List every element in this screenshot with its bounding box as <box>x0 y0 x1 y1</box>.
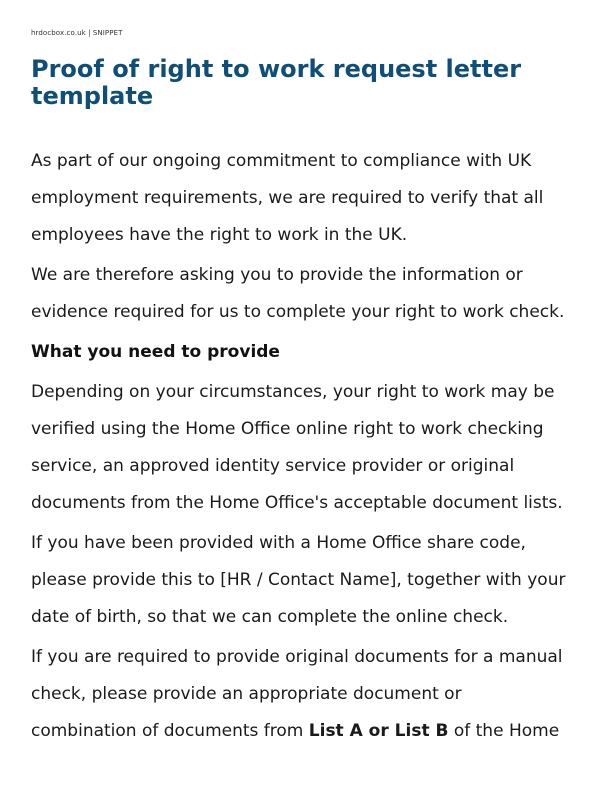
paragraph-verification-methods: Depending on your circumstances, your right to work may be verified using the Home Office online right to work checking service, an approved identity service provider or original documents from the Home Office's acceptable document lists. <box>31 382 563 513</box>
paragraph-request: We are therefore asking you to provide the information or evidence required for us to complete your right to work check. <box>31 265 565 322</box>
page-title: Proof of right to work request letter template <box>31 55 522 110</box>
source-label: hrdocbox.co.uk | SNIPPET <box>31 29 123 37</box>
document-body <box>31 143 566 753</box>
paragraph-compliance: As part of our ongoing commitment to compliance with UK employment requirements, we are required to verify that all employees have the right to work in the UK. <box>31 151 544 245</box>
paragraph-original-documents-end: of the Home <box>448 721 560 741</box>
paragraph-original-documents <box>31 639 566 750</box>
paragraph-original-documents-start: If you are required to provide original documents for a manual check, please provide an appropriate document or combination of documents from <box>31 647 563 741</box>
paragraph-share-code: If you have been provided with a Home Office share code, please provide this to [HR / Contact Name], together with your date of birth, so that we can complete the online check. <box>31 533 566 627</box>
section-heading-what-to-provide: What you need to provide <box>31 342 280 362</box>
list-a-or-list-b: List A or List B <box>308 721 449 741</box>
